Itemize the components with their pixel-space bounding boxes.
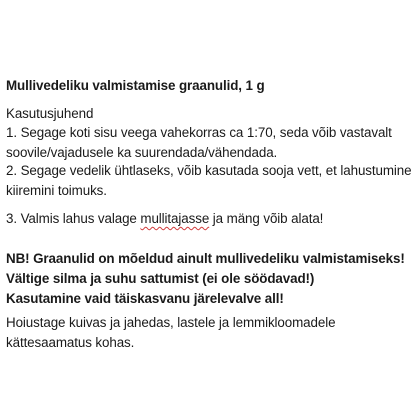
spellcheck-flagged-word: mullitajasse [140, 211, 210, 226]
instruction-step-3 [6, 209, 412, 229]
warning-block [6, 249, 412, 309]
instruction-step-3-start: 3. Valmis lahus valage [6, 211, 141, 226]
instruction-step-2: 2. Segage vedelik ühtlaseks, võib kasutada sooja vett, et lahustumine kiiremini toimuks. [6, 163, 412, 198]
warning-line-3: Kasutamine vaid täiskasvanu järelevalve all! [6, 291, 284, 306]
instructions-heading: Kasutusjuhend [6, 106, 94, 121]
instruction-step-1: 1. Segage koti sisu veega vahekorras ca 1:70, seda võib vastavalt soovile/vajadusele ka suurendada/vähendada. [6, 125, 392, 160]
instruction-step-3-end: ja mäng võib alata! [209, 211, 324, 226]
warning-line-2: Vältige silma ja suhu sattumist (ei ole söödavad!) [6, 271, 315, 286]
document-title: Mullivedeliku valmistamise graanulid, 1 g [6, 78, 265, 93]
warning-line-1: NB! Graanulid on mõeldud ainult mullivedeliku valmistamiseks! [6, 251, 405, 266]
storage-note: Hoiustage kuivas ja jahedas, lastele ja lemmikloomadele kättesaamatus kohas. [6, 315, 336, 350]
